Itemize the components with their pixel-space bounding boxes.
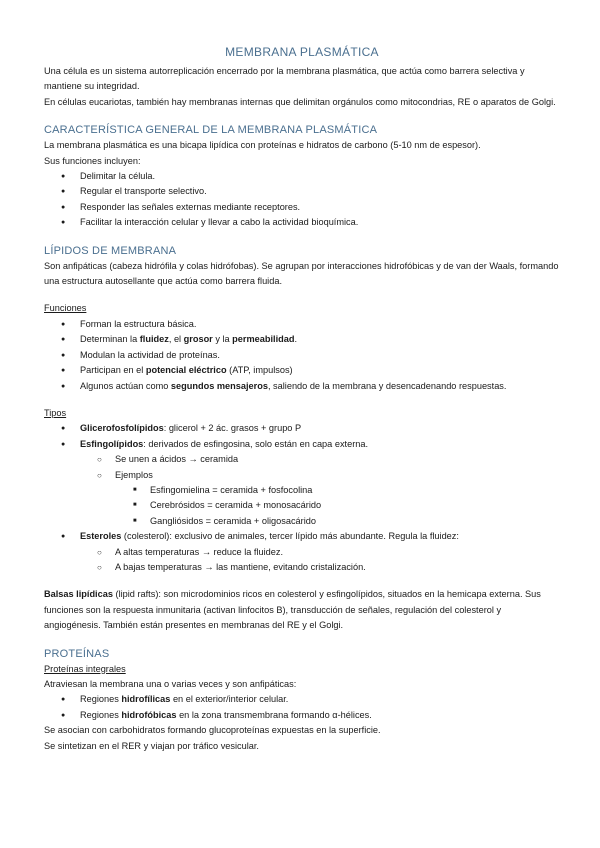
text: (ATP, impulsos) bbox=[226, 365, 293, 376]
proteins-list bbox=[44, 692, 560, 723]
list-item bbox=[44, 379, 560, 394]
text: : derivados de esfingosina, solo están en capa externa. bbox=[143, 438, 369, 449]
general-paragraph-1: La membrana plasmática es una bicapa lipídica con proteínas e hidratos de carbono (5-10 nm de espesor). bbox=[44, 140, 481, 151]
bold-term: potencial eléctrico bbox=[145, 365, 227, 376]
list-item bbox=[44, 332, 560, 347]
text: (colesterol): exclusivo de animales, tercer lípido más abundante. Regula la fluidez: bbox=[121, 531, 459, 542]
text: Participan en el bbox=[80, 365, 146, 376]
text: en la zona transmembrana formando α-hélices. bbox=[176, 709, 372, 720]
bold-term: Esteroles bbox=[80, 531, 122, 542]
bold-term: permeabilidad bbox=[232, 334, 295, 345]
list-item: ○ A altas temperaturas → reduce la fluidez. bbox=[44, 545, 560, 560]
lipid-rafts-paragraph bbox=[44, 587, 560, 633]
list-item bbox=[44, 363, 560, 378]
list-item: ○ Ejemplos bbox=[44, 468, 560, 483]
text: en el exterior/interior celular. bbox=[170, 694, 289, 705]
list-item bbox=[44, 421, 560, 436]
functions-subheading: Funciones bbox=[44, 303, 87, 314]
list-item: ● Modulan la actividad de proteínas. bbox=[44, 348, 560, 363]
list-item: ○ A bajas temperaturas → las mantiene, evitando cristalización. bbox=[44, 560, 560, 575]
text: (lipid rafts): son microdominios ricos en colesterol y esfingolípidos, situados en la hemicapa externa. Sus funciones son la respuesta inmunitaria (activan linfocitos B), transducción de señales, regulación del colesterol y angiogénesis. También están presentes en membranas del RE y el Golgi. bbox=[44, 589, 541, 631]
proteins-paragraph-2: Se asocian con carbohidratos formando glucoproteínas expuestas en la superficie. bbox=[44, 725, 381, 736]
bold-term: hidrofílicas bbox=[121, 694, 171, 705]
list-item: ● Regular el transporte selectivo. bbox=[44, 184, 560, 199]
heading-general: CARACTERÍSTICA GENERAL DE LA MEMBRANA PLASMÁTICA bbox=[44, 124, 378, 137]
text: , el bbox=[168, 334, 184, 345]
integral-proteins-subheading: Proteínas integrales bbox=[44, 663, 126, 674]
text: Determinan la bbox=[80, 334, 140, 345]
list-item bbox=[44, 708, 560, 723]
text: : glicerol + 2 ác. grasos + grupo P bbox=[163, 423, 302, 434]
bold-term: Esfingolípidos bbox=[80, 438, 144, 449]
page-title: MEMBRANA PLASMÁTICA bbox=[225, 45, 379, 59]
list-item bbox=[44, 692, 560, 707]
types-subheading: Tipos bbox=[44, 407, 67, 418]
bold-term: Glicerofosfolípidos bbox=[80, 423, 164, 434]
text: . bbox=[294, 334, 298, 345]
general-functions-list bbox=[44, 169, 560, 231]
list-item: ○ Se unen a ácidos → ceramida bbox=[44, 452, 560, 467]
text: Regiones bbox=[80, 694, 122, 705]
lipid-functions-list bbox=[44, 317, 560, 394]
bold-term: grosor bbox=[183, 334, 213, 345]
lipids-paragraph: Son anfipáticas (cabeza hidrófila y colas hidrófobas). Se agrupan por interacciones hidrofóbicas y de van der Waals, formando una estructura autosellante que actúa como barrera fluida. bbox=[44, 260, 559, 287]
list-item: ● Facilitar la interacción celular y llevar a cabo la actividad bioquímica. bbox=[44, 215, 560, 230]
text: , saliendo de la membrana y desencadenando respuestas. bbox=[267, 380, 507, 391]
bold-term: segundos mensajeros bbox=[170, 380, 268, 391]
heading-proteins: PROTEÍNAS bbox=[44, 647, 110, 660]
text: y la bbox=[212, 334, 233, 345]
list-item: ● Forman la estructura básica. bbox=[44, 317, 560, 332]
general-paragraph-2: Sus funciones incluyen: bbox=[44, 155, 141, 166]
heading-lipids: LÍPIDOS DE MEMBRANA bbox=[44, 244, 177, 257]
list-item: ● Responder las señales externas mediante receptores. bbox=[44, 200, 560, 215]
text: Regiones bbox=[80, 709, 122, 720]
intro-paragraph-1: Una célula es un sistema autorreplicación encerrado por la membrana plasmática, que actúa como barrera selectiva y mantiene su integridad. bbox=[44, 66, 525, 92]
list-item: ● Delimitar la célula. bbox=[44, 169, 560, 184]
bold-term: fluidez bbox=[139, 334, 169, 345]
proteins-paragraph-3: Se sintetizan en el RER y viajan por tráfico vesicular. bbox=[44, 740, 259, 751]
list-item bbox=[44, 529, 560, 544]
list-item: ■ Gangliósidos = ceramida + oligosacárido bbox=[44, 514, 560, 529]
bold-term: hidrofóbicas bbox=[121, 709, 177, 720]
list-item: ■ Esfingomielina = ceramida + fosfocolina bbox=[44, 483, 560, 498]
list-item bbox=[44, 437, 560, 452]
list-item: ■ Cerebrósidos = ceramida + monosacárido bbox=[44, 498, 560, 513]
lipid-types-list bbox=[44, 421, 560, 575]
bold-term: Balsas lipídicas bbox=[44, 589, 113, 600]
proteins-paragraph-1: Atraviesan la membrana una o varias veces y son anfipáticas: bbox=[44, 679, 297, 689]
text: Algunos actúan como bbox=[80, 380, 171, 391]
intro-paragraph-2: En células eucariotas, también hay membranas internas que delimitan orgánulos como mitocondrias, RE o aparatos de Golgi. bbox=[44, 96, 556, 107]
